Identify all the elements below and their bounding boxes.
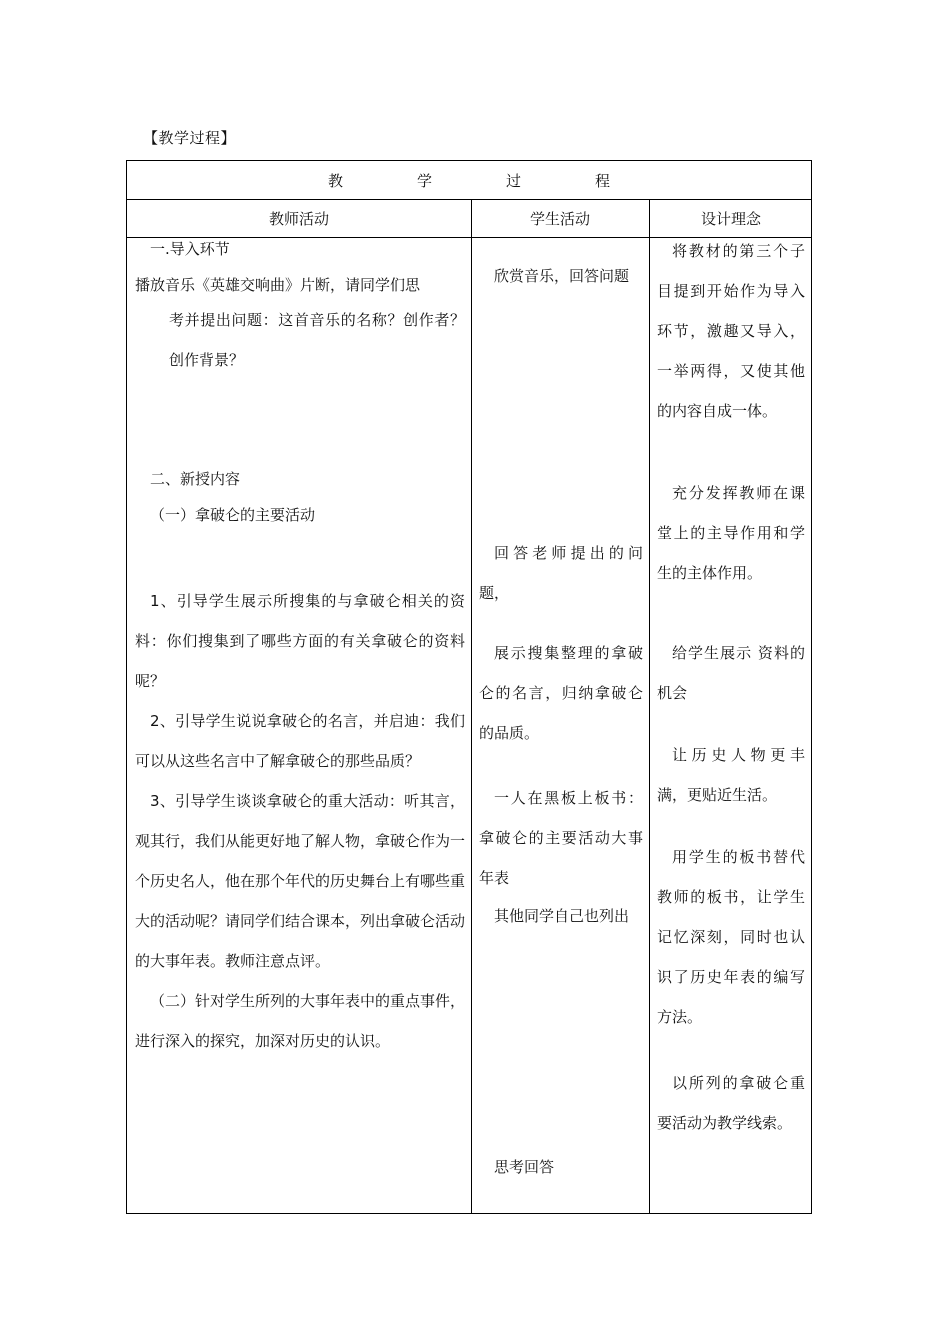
table-title [127, 161, 811, 199]
section-title: 【教学过程】 [143, 129, 237, 147]
student-para: 思考回答 [494, 1158, 555, 1176]
design-para: 用学生的板书替代教师的板书，让学生记忆深刻，同时也认识了历史年表的编写方法。 [657, 848, 805, 1026]
design-cell-role [657, 473, 805, 593]
teacher-para: 播放音乐《英雄交响曲》片断，请同学们思 [135, 276, 421, 294]
table-title-char: 学 [416, 171, 432, 190]
teacher-para: 2、引导学生说说拿破仑的名言，并启迪：我们可以从这些名言中了解拿破仑的那些品质？ [135, 712, 465, 770]
design-para: 将教材的第三个子目提到开始作为导入环节，激趣又导入，一举两得，又使其他的内容自成一体。 [657, 242, 805, 420]
table-title-char: 程 [595, 171, 611, 190]
column-divider [649, 199, 650, 1213]
student-para: 展示搜集整理的拿破仑的名言，归纳拿破仑的品质。 [479, 644, 643, 742]
teacher-cell-new-content [135, 461, 465, 533]
student-para: 一人在黑板上板书：拿破仑的主要活动大事年表 [479, 789, 643, 887]
column-divider [471, 199, 472, 1213]
table-title-char: 教 [327, 171, 343, 190]
header-student-activity: 学生活动 [529, 209, 590, 228]
teacher-para: 二、新授内容 [150, 470, 241, 488]
student-para: 欣赏音乐，回答问题 [494, 267, 630, 285]
student-cell-quotes [479, 633, 643, 753]
design-para: 给学生展示 资料的机会 [657, 644, 805, 702]
design-para: 让历史人物更丰满，更贴近生活。 [657, 746, 805, 804]
teacher-para: 考并提出问题：这首音乐的名称？创作者？创作背景？ [169, 311, 465, 369]
student-cell-music [479, 256, 643, 296]
student-para: 回答老师提出的问题， [479, 544, 643, 602]
teacher-cell-activities [135, 581, 465, 1061]
student-para: 其他同学自己也列出 [494, 907, 630, 925]
student-cell-think [479, 1147, 643, 1187]
header-design-concept: 设计理念 [700, 209, 761, 228]
teacher-para: （一）拿破仑的主要活动 [150, 506, 316, 524]
teacher-para: （二）针对学生所列的大事年表中的重点事件，进行深入的探究，加深对历史的认识。 [135, 992, 466, 1050]
design-para: 以所列的拿破仑重要活动为教学线索。 [657, 1074, 805, 1132]
teaching-process-table [126, 160, 812, 1214]
table-title-char: 过 [506, 171, 522, 190]
teacher-para: 1、引导学生展示所搜集的与拿破仑相关的资料：你们搜集到了哪些方面的有关拿破仑的资料呢？ [135, 592, 465, 690]
design-cell-figure [657, 735, 805, 815]
design-cell-thread [657, 1063, 805, 1143]
design-cell-board [657, 837, 805, 1037]
design-cell-show [657, 633, 805, 713]
design-cell-intro [657, 231, 805, 431]
header-teacher-activity: 教师活动 [268, 209, 329, 228]
design-para: 充分发挥教师在课堂上的主导作用和学生的主体作用。 [657, 484, 805, 582]
teacher-para: 3、引导学生谈谈拿破仑的重大活动：听其言，观其行，我们从能更好地了解人物，拿破仑作为一个历史名人，他在那个年代的历史舞台上有哪些重大的活动呢？请同学们结合课本，列出拿破仑活动的大事年表。教师注意点评。 [135, 792, 466, 970]
student-cell-blackboard [479, 778, 643, 936]
teacher-cell-intro [135, 233, 465, 380]
student-cell-answer [479, 533, 643, 613]
teacher-para: 一.导入环节 [150, 240, 230, 258]
